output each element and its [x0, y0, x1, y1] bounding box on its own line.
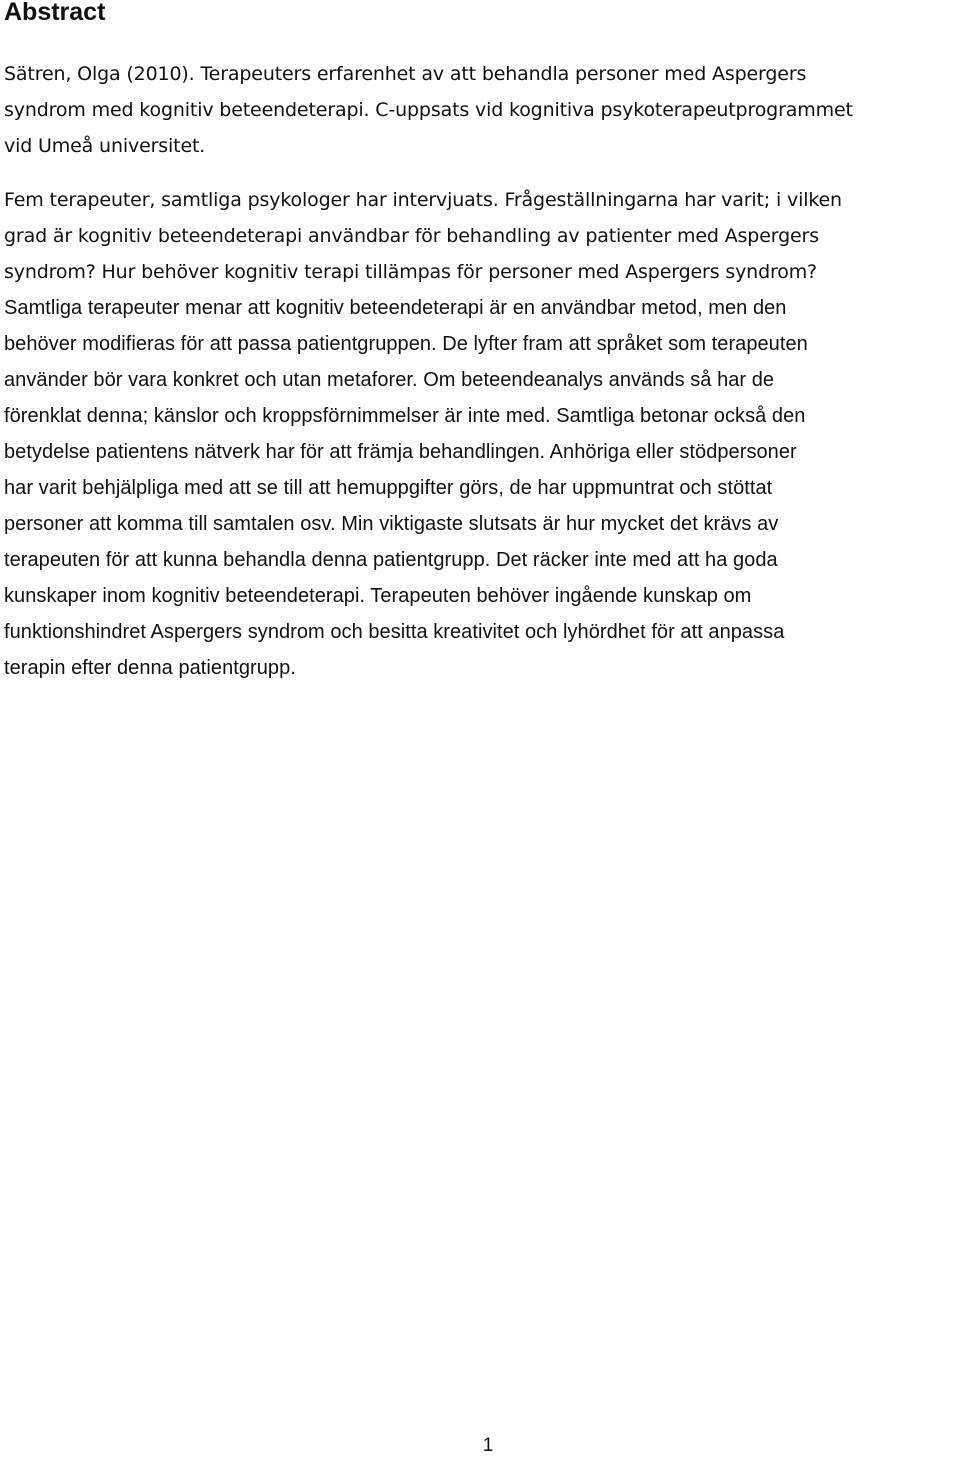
body-line: behöver modifieras för att passa patientgruppen. De lyfter fram att språket som terapeuten [4, 333, 808, 355]
citation-paragraph [4, 56, 954, 164]
citation-line: vid Umeå universitet. [4, 135, 206, 157]
body-line: kunskaper inom kognitiv beteendeterapi. Terapeuten behöver ingående kunskap om [4, 585, 752, 607]
body-line: förenklat denna; känslor och kroppsförnimmelser är inte med. Samtliga betonar också den [4, 405, 806, 427]
body-line: grad är kognitiv beteendeterapi användbar för behandling av patienter med Aspergers [4, 225, 819, 247]
abstract-body-paragraph [4, 182, 958, 686]
page-number: 1 [482, 1435, 494, 1456]
body-line: Fem terapeuter, samtliga psykologer har intervjuats. Frågeställningarna har varit; i vilken [4, 189, 842, 211]
body-line: betydelse patientens nätverk har för att främja behandlingen. Anhöriga eller stödpersoner [4, 441, 797, 463]
body-line: terapeuten för att kunna behandla denna patientgrupp. Det räcker inte med att ha goda [4, 549, 778, 571]
body-line: personer att komma till samtalen osv. Min viktigaste slutsats är hur mycket det krävs av [4, 513, 779, 535]
citation-line: syndrom med kognitiv beteendeterapi. C-uppsats vid kognitiva psykoterapeutprogrammet [4, 99, 853, 121]
body-line: syndrom? Hur behöver kognitiv terapi tillämpas för personer med Aspergers syndrom? [4, 261, 817, 283]
body-line: har varit behjälpliga med att se till att hemuppgifter görs, de har uppmuntrat och stöttat [4, 477, 773, 499]
body-line: terapin efter denna patientgrupp. [4, 657, 296, 679]
body-line: Samtliga terapeuter menar att kognitiv beteendeterapi är en användbar metod, men den [4, 297, 787, 319]
citation-line: Sätren, Olga (2010). Terapeuters erfarenhet av att behandla personer med Aspergers [4, 63, 807, 85]
body-line: funktionshindret Aspergers syndrom och besitta kreativitet och lyhördhet för att anpassa [4, 621, 785, 643]
page-title: Abstract [4, 0, 106, 26]
body-line: använder bör vara konkret och utan metaforer. Om beteendeanalys används så har de [4, 369, 775, 391]
